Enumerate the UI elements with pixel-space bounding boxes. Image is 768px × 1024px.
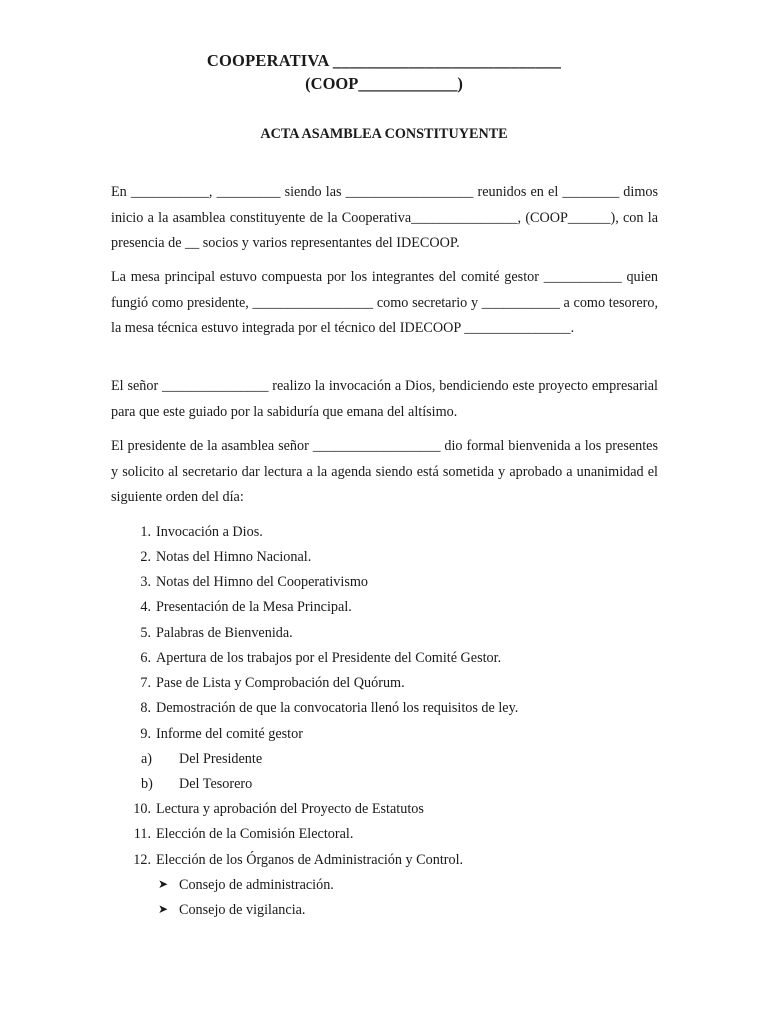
list-item-text: Lectura y aprobación del Proyecto de Estatutos (156, 801, 424, 817)
list-marker: 2. (140, 549, 151, 565)
paragraph-bienvenida: El presidente de la asamblea señor __________________ dio formal bienvenida a los presentes y solicito al secretario dar lectura a la agenda siendo está sometida y aprobado a unanimidad el siguiente orden del día: (111, 438, 658, 505)
list-item-text: Consejo de administración. (179, 877, 334, 893)
arrow-bullet-icon: ➤ (158, 902, 169, 916)
list-item-text: Notas del Himno del Cooperativismo (156, 574, 368, 590)
paragraph-mesa-principal: La mesa principal estuvo compuesta por los integrantes del comité gestor ___________ quien fungió como presidente, _________________ como secretario y ___________ a como tesorero, la mesa técnica estuvo integrada por el técnico del IDECOOP _______________. (111, 269, 658, 336)
list-item-text: Apertura de los trabajos por el Presidente del Comité Gestor. (156, 650, 502, 666)
list-marker: a) (141, 751, 153, 767)
list-item-text: Palabras de Bienvenida. (156, 625, 293, 641)
list-item-text: Demostración de que la convocatoria llenó los requisitos de ley. (156, 700, 519, 716)
list-marker: 7. (140, 675, 151, 691)
list-item-text: Pase de Lista y Comprobación del Quórum. (156, 675, 405, 691)
cooperative-name-heading: COOPERATIVA ___________________________ (206, 51, 562, 70)
list-marker: 12. (133, 852, 151, 868)
cooperative-acronym-heading: (COOP____________) (305, 74, 463, 93)
list-item-text: Del Tesorero (179, 776, 253, 792)
list-item-text: Del Presidente (179, 751, 263, 767)
list-marker: 6. (140, 650, 151, 666)
paragraph-opening: En ___________, _________ siendo las __________________ reunidos en el ________ dimos inicio a la asamblea constituyente de la Cooperativa_______________, (COOP______), con la presencia de __ socios y varios representantes del IDECOOP. (111, 184, 658, 251)
list-item-text: Notas del Himno Nacional. (156, 549, 312, 565)
list-item-text: Invocación a Dios. (156, 524, 263, 540)
list-item-text: Elección de los Órganos de Administración y Control. (156, 852, 464, 868)
arrow-bullet-icon: ➤ (158, 877, 169, 891)
list-item-text: Consejo de vigilancia. (179, 902, 306, 918)
list-marker: 5. (140, 625, 151, 641)
list-marker: b) (141, 776, 153, 792)
document-title: ACTA ASAMBLEA CONSTITUYENTE (260, 126, 508, 142)
list-marker: 10. (133, 801, 151, 817)
list-marker: 3. (140, 574, 151, 590)
list-marker: 8. (140, 700, 151, 716)
list-marker: 11. (133, 826, 151, 842)
list-marker: 9. (140, 726, 151, 742)
list-item-text: Elección de la Comisión Electoral. (156, 826, 354, 842)
list-item-text: Presentación de la Mesa Principal. (156, 599, 352, 615)
paragraph-invocacion: El señor _______________ realizo la invocación a Dios, bendiciendo este proyecto empresarial para que este guiado por la sabiduría que emana del altísimo. (111, 378, 658, 420)
list-marker: 4. (140, 599, 151, 615)
list-marker: 1. (140, 524, 151, 540)
list-item-text: Informe del comité gestor (156, 726, 303, 742)
